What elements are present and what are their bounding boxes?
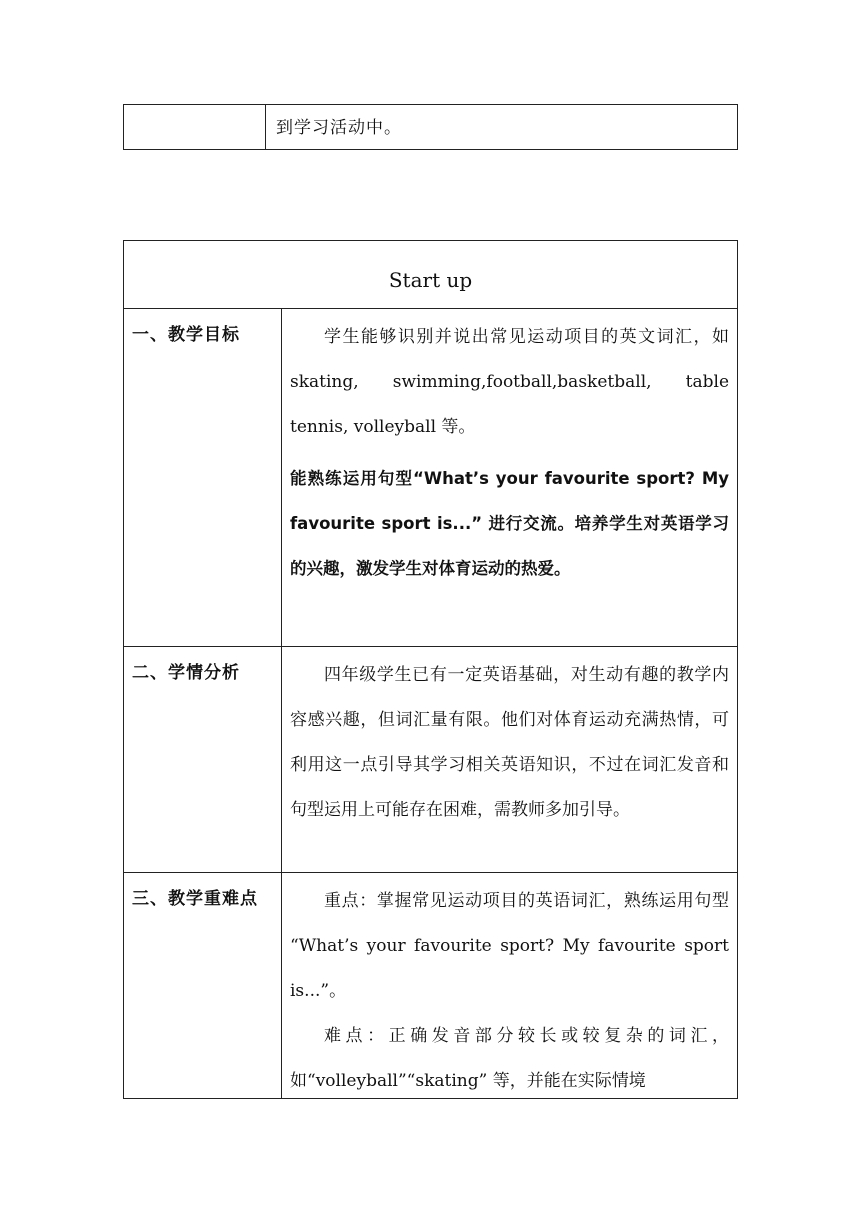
objectives-paragraph-1: 学生能够识别并说出常见运动项目的英文词汇，如 skating, swimming,football,basketball, table tennis, volleyball 等。 — [290, 327, 729, 437]
row-label: 三、教学重难点 — [124, 873, 282, 1098]
section-title: Start up — [124, 241, 737, 309]
continuation-table — [123, 104, 738, 150]
row-content — [282, 647, 737, 872]
analysis-paragraph: 四年级学生已有一定英语基础，对生动有趣的教学内容感兴趣，但词汇量有限。他们对体育运动充满热情，可利用这一点引导其学习相关英语知识，不过在词汇发音和句型运用上可能存在困难，需教师多加引导。 — [290, 665, 729, 820]
table-row-objectives — [124, 309, 737, 647]
row-content — [282, 873, 737, 1098]
row-label: 二、学情分析 — [124, 647, 282, 872]
table-row-key-points — [124, 873, 737, 1098]
lesson-plan-table — [123, 240, 738, 1099]
key-points-paragraph-1: 重点：掌握常见运动项目的英语词汇，熟练运用句型 “What’s your favourite sport? My favourite sport is...”。 — [290, 891, 729, 1001]
key-points-paragraph-2: 难点：正确发音部分较长或较复杂的词汇，如“volleyball”“skating” 等，并能在实际情境 — [290, 1026, 729, 1091]
empty-label-cell — [124, 105, 266, 149]
row-label: 一、教学目标 — [124, 309, 282, 646]
table-row-analysis — [124, 647, 737, 873]
objectives-paragraph-2: 能熟练运用句型“What’s your favourite sport? My favourite sport is...” 进行交流。培养学生对英语学习的兴趣，激发学生对体育运动的热爱。 — [290, 469, 729, 578]
row-content — [282, 309, 737, 646]
continuation-text: 到学习活动中。 — [276, 118, 402, 138]
